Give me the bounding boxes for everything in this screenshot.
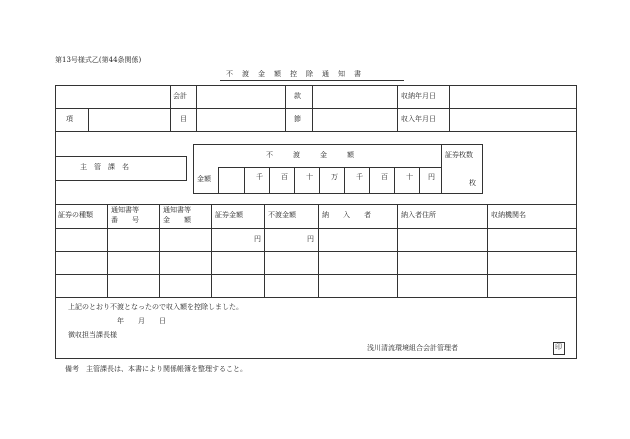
unit-label: 十 xyxy=(306,173,313,181)
shuno-date-label: 収納年月日 xyxy=(401,92,436,100)
notice-date: 年 月 日 xyxy=(117,317,166,325)
setsu-label: 節 xyxy=(294,115,301,123)
unit-label: 千 xyxy=(256,173,263,181)
unit-label: 百 xyxy=(381,173,388,181)
page-title: 不 渡 金 額 控 除 通 知 書 xyxy=(226,70,362,78)
col-tsuchi-no-b: 番 号 xyxy=(111,216,139,224)
col-payer-addr: 納入者住所 xyxy=(401,211,436,219)
unit-label: 万 xyxy=(331,173,338,181)
col-tsuchi-no-a: 通知書等 xyxy=(111,206,139,214)
yen-label: 円 xyxy=(254,235,261,243)
kaikei-label: 会計 xyxy=(173,92,187,100)
kingaku-label: 金額 xyxy=(197,175,211,183)
yen-label: 円 xyxy=(307,235,314,243)
shoken-count-label: 証券枚数 xyxy=(445,151,473,159)
fuwatari-amount-label: 不 渡 金 額 xyxy=(266,151,356,159)
shunyu-date-label: 収入年月日 xyxy=(401,115,436,123)
seal-icon: 印 xyxy=(555,343,562,351)
unit-label: 円 xyxy=(428,173,435,181)
notice-to: 徴収担当課長様 xyxy=(68,331,117,339)
col-shoken-type: 証券の種類 xyxy=(58,211,93,219)
col-payer: 納 入 者 xyxy=(322,211,371,219)
col-tsuchi-amt-a: 通知書等 xyxy=(163,206,191,214)
col-tsuchi-amt-b: 金 額 xyxy=(163,216,191,224)
unit-label: 千 xyxy=(356,173,363,181)
unit-label: 百 xyxy=(281,173,288,181)
form-id: 第13号様式乙(第44条関係) xyxy=(55,56,142,64)
remarks: 備考 主管課長は、本書により関係帳簿を整理すること。 xyxy=(65,365,247,373)
col-shoken-amt: 証券金額 xyxy=(215,211,243,219)
title-underline xyxy=(220,80,404,81)
mai-label: 枚 xyxy=(469,179,476,187)
dept-label: 主 管 課 名 xyxy=(80,163,129,171)
kou-label: 項 xyxy=(66,115,73,123)
kan-label: 款 xyxy=(294,92,301,100)
unit-label: 十 xyxy=(406,173,413,181)
col-fuwatari-amt: 不渡金額 xyxy=(268,211,296,219)
notice-text: 上記のとおり不渡となったので収入額を控除しました。 xyxy=(68,303,243,311)
moku-label: 目 xyxy=(180,115,187,123)
notice-from: 浅川清流環境組合会計管理者 xyxy=(367,344,458,352)
col-agency: 収納機関名 xyxy=(491,211,526,219)
